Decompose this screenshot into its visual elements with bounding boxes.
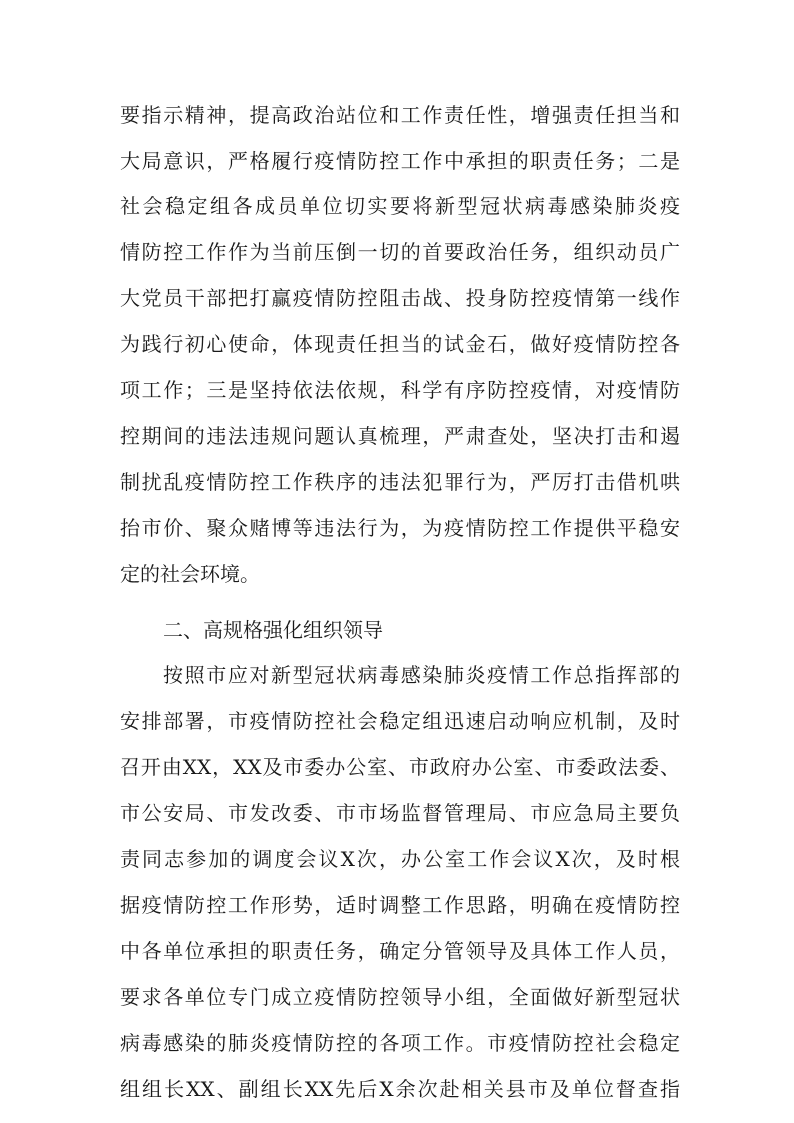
paragraph-2-line-6: 据疫情防控工作形势，适时调整工作思路，明确在疫情防控 [120, 893, 680, 917]
paragraph-2-line-7: 中各单位承担的职责任务，确定分管领导及具体工作人员， [120, 939, 680, 963]
paragraph-1-line-8: 控期间的违法违规问题认真梳理，严肃查处，坚决打击和遏 [120, 424, 680, 448]
paragraph-2-line-5: 责同志参加的调度会议X次，办公室工作会议X次，及时根 [120, 847, 680, 871]
paragraph-1-line-10: 抬市价、聚众赌博等违法行为，为疫情防控工作提供平稳安 [120, 516, 680, 540]
paragraph-2-line-3: 召开由XX，XX及市委办公室、市政府办公室、市委政法委、 [120, 755, 680, 779]
paragraph-1-line-4: 情防控工作作为当前压倒一切的首要政治任务，组织动员广 [120, 240, 680, 264]
paragraph-1-line-6: 为践行初心使命，体现责任担当的试金石，做好疫情防控各 [120, 332, 680, 356]
paragraph-1-line-2: 大局意识，严格履行疫情防控工作中承担的职责任务；二是 [120, 149, 680, 173]
paragraph-2-line-4: 市公安局、市发改委、市市场监督管理局、市应急局主要负 [120, 801, 680, 825]
paragraph-2-line-8: 要求各单位专门成立疫情防控领导小组，全面做好新型冠状 [120, 985, 680, 1009]
section-heading: 二、高规格强化组织领导 [163, 618, 383, 642]
paragraph-1-line-7: 项工作；三是坚持依法依规，科学有序防控疫情，对疫情防 [120, 378, 680, 402]
paragraph-2-line-9: 病毒感染的肺炎疫情防控的各项工作。市疫情防控社会稳定 [120, 1031, 680, 1055]
paragraph-2-line-10: 组组长XX、副组长XX先后X余次赴相关县市及单位督查指 [120, 1077, 680, 1101]
paragraph-2-line-2: 安排部署，市疫情防控社会稳定组迅速启动响应机制，及时 [120, 709, 680, 733]
paragraph-2-line-1: 按照市应对新型冠状病毒感染肺炎疫情工作总指挥部的 [163, 663, 680, 687]
paragraph-1-line-1: 要指示精神，提高政治站位和工作责任性，增强责任担当和 [120, 103, 680, 127]
paragraph-1-line-11: 定的社会环境。 [120, 562, 260, 586]
paragraph-1-line-9: 制扰乱疫情防控工作秩序的违法犯罪行为，严厉打击借机哄 [120, 470, 680, 494]
paragraph-1-line-3: 社会稳定组各成员单位切实要将新型冠状病毒感染肺炎疫 [120, 194, 680, 218]
paragraph-1-line-5: 大党员干部把打赢疫情防控阻击战、投身防控疫情第一线作 [120, 286, 680, 310]
